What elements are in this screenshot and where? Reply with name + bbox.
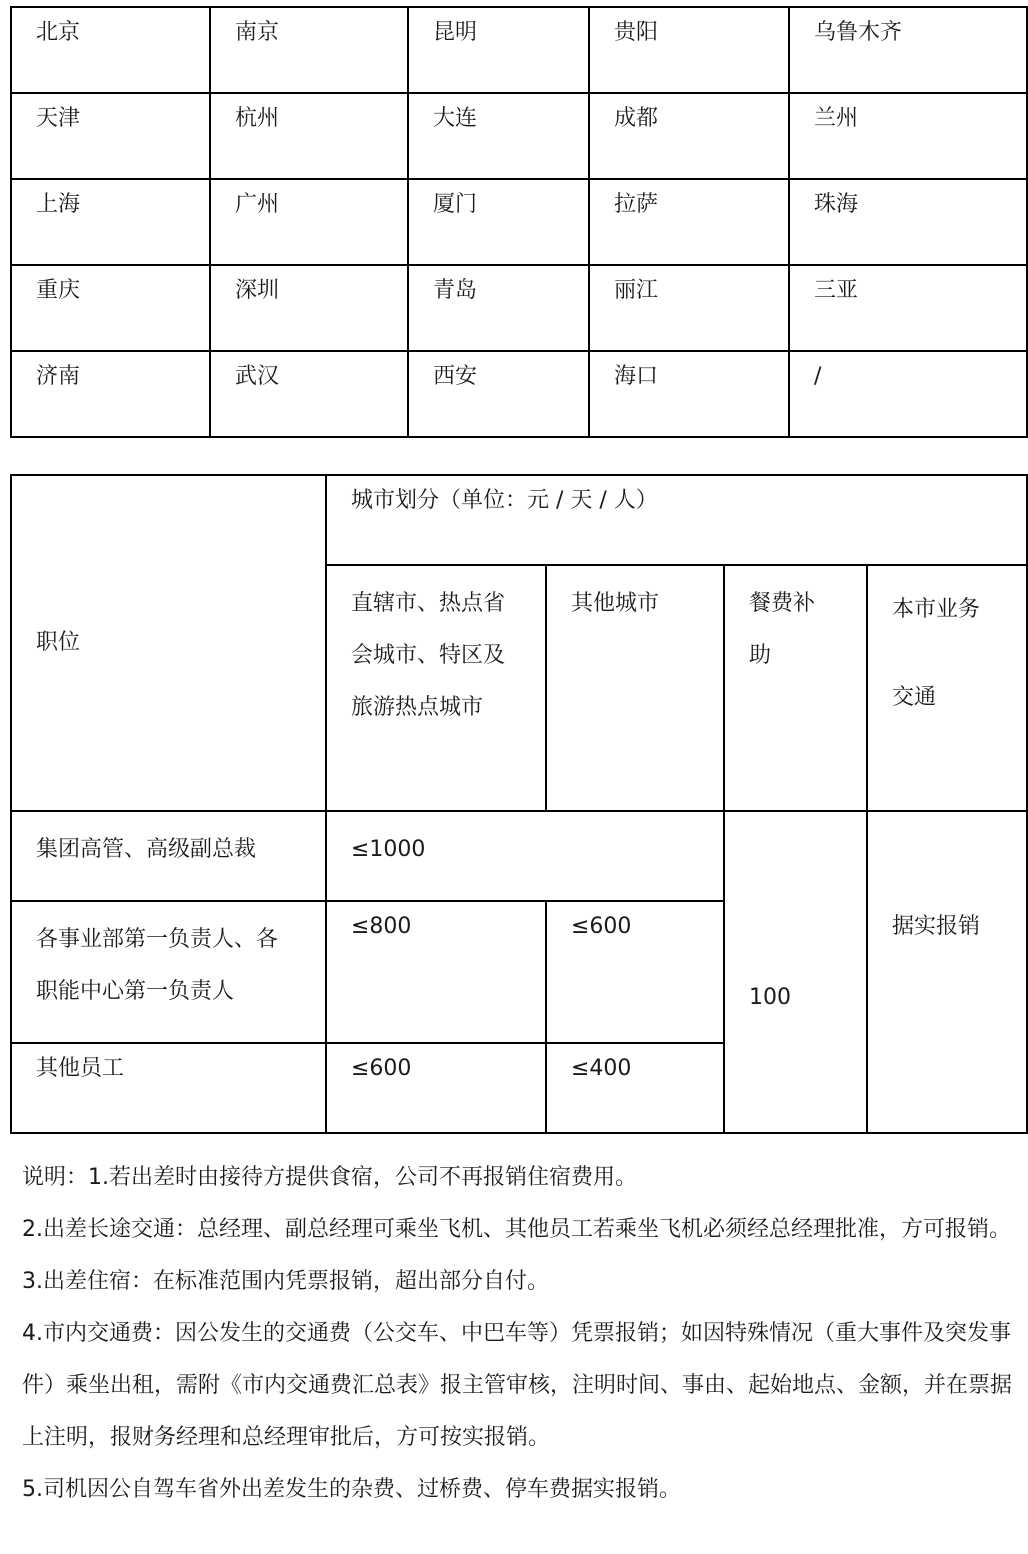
city-cell: 济南: [11, 351, 210, 437]
table-header-row: [11, 475, 1027, 565]
other-cities-header: 其他城市: [546, 565, 724, 811]
city-cell: 广州: [210, 179, 408, 265]
note-paragraph: 说明：1.若出差时由接待方提供食宿，公司不再报销住宿费用。: [22, 1165, 637, 1190]
city-cell: 南京: [210, 7, 408, 93]
city-division-header: 城市划分（单位：元 / 天 / 人）: [326, 475, 1027, 565]
major-cities-value: ≤1000: [326, 811, 724, 901]
table-row: [11, 351, 1027, 437]
meal-allowance-header: 餐费补助: [724, 565, 867, 811]
position-header: 职位: [11, 475, 326, 811]
city-cell: 大连: [408, 93, 589, 179]
city-cell: 贵阳: [589, 7, 789, 93]
position-cell: 其他员工: [11, 1043, 326, 1133]
city-cell: 兰州: [789, 93, 1027, 179]
city-cell: 三亚: [789, 265, 1027, 351]
notes-section: [22, 1152, 1018, 1516]
local-transport-value: 据实报销: [867, 811, 1027, 1133]
city-cell: 深圳: [210, 265, 408, 351]
city-cell: 拉萨: [589, 179, 789, 265]
position-cell: 各事业部第一负责人、各职能中心第一负责人: [11, 901, 326, 1043]
city-cell: 青岛: [408, 265, 589, 351]
city-cell: /: [789, 351, 1027, 437]
city-cell: 杭州: [210, 93, 408, 179]
travel-allowance-table: [10, 474, 1028, 1134]
major-cities-value: ≤600: [326, 1043, 546, 1133]
table-row: [11, 265, 1027, 351]
city-cell: 武汉: [210, 351, 408, 437]
city-cell: 重庆: [11, 265, 210, 351]
city-cell: 昆明: [408, 7, 589, 93]
city-cell: 乌鲁木齐: [789, 7, 1027, 93]
note-paragraph: 4.市内交通费：因公发生的交通费（公交车、中巴车等）凭票报销；如因特殊情况（重大事件及突发事件）乘坐出租，需附《市内交通费汇总表》报主管审核，注明时间、事由、起始地点、金额，并在票据上注明，报财务经理和总经理审批后，方可按实报销。: [22, 1321, 1013, 1450]
city-cell: 海口: [589, 351, 789, 437]
table-row: [11, 179, 1027, 265]
city-cell: 西安: [408, 351, 589, 437]
other-cities-value: ≤400: [546, 1043, 724, 1133]
table-row: [11, 7, 1027, 93]
city-cell: 天津: [11, 93, 210, 179]
city-cell: 珠海: [789, 179, 1027, 265]
city-cell: 上海: [11, 179, 210, 265]
table-row: [11, 93, 1027, 179]
city-cell: 北京: [11, 7, 210, 93]
city-cell: 丽江: [589, 265, 789, 351]
other-cities-value: ≤600: [546, 901, 724, 1043]
table-row: [11, 811, 1027, 901]
meal-allowance-value: 100: [724, 811, 867, 1133]
city-cell: 厦门: [408, 179, 589, 265]
city-classification-table: [10, 6, 1028, 438]
local-transport-header: 本市业务交通: [867, 565, 1027, 811]
note-paragraph: 3.出差住宿：在标准范围内凭票报销，超出部分自付。: [22, 1269, 549, 1294]
major-cities-header: 直辖市、热点省会城市、特区及旅游热点城市: [326, 565, 546, 811]
major-cities-value: ≤800: [326, 901, 546, 1043]
city-cell: 成都: [589, 93, 789, 179]
note-paragraph: 2.出差长途交通：总经理、副总经理可乘坐飞机、其他员工若乘坐飞机必须经总经理批准，方可报销。: [22, 1217, 1011, 1242]
note-paragraph: 5.司机因公自驾车省外出差发生的杂费、过桥费、停车费据实报销。: [22, 1477, 681, 1502]
position-cell: 集团高管、高级副总裁: [11, 811, 326, 901]
